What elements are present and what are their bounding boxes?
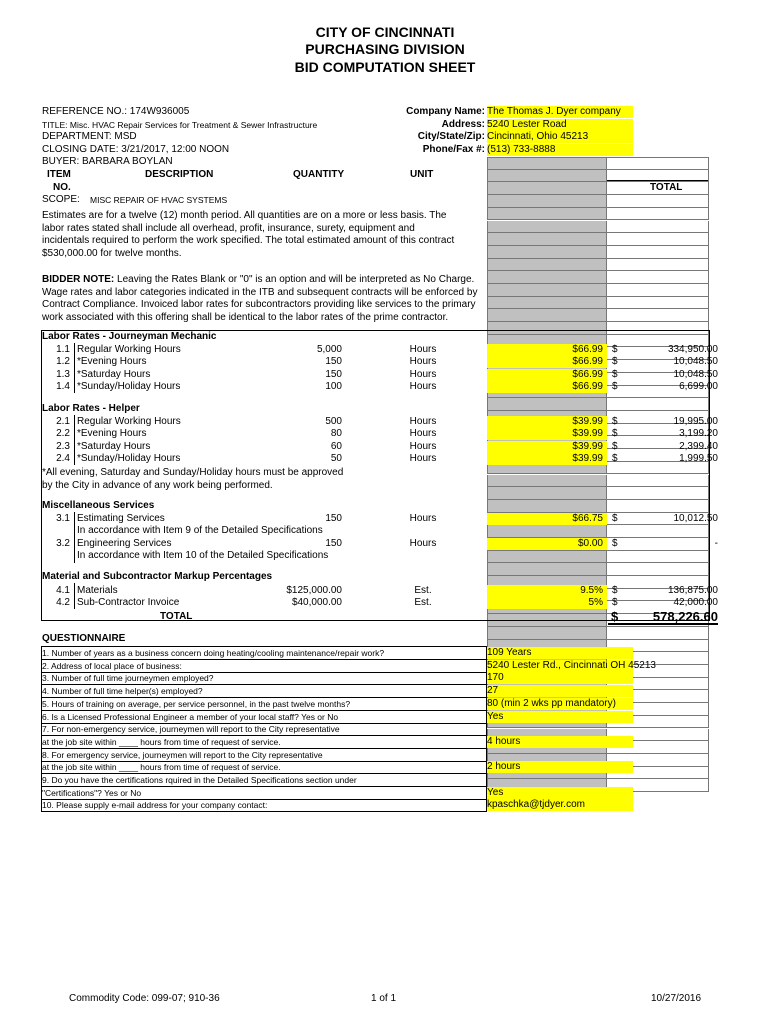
item-unit: Hours bbox=[409, 416, 437, 427]
bidder-note-line: Wage rates and labor categories indicated in the ITB and subsequent contracts will be enforced by bbox=[42, 287, 478, 298]
grid-cell bbox=[487, 208, 607, 221]
item-specification-note: In accordance with Item 10 of the Detailed Specifications bbox=[77, 550, 329, 561]
grid-cell bbox=[487, 195, 607, 208]
answer-field[interactable]: kpaschka@tjdyer.com bbox=[487, 799, 633, 811]
scope-paragraph-line: $530,000.00 for twelve months. bbox=[42, 248, 182, 259]
item-description: Estimating Services bbox=[77, 513, 165, 524]
item-total: 19,995.00 bbox=[673, 416, 718, 427]
item-description: Regular Working Hours bbox=[77, 344, 181, 355]
item-rate-input[interactable]: $39.99 bbox=[487, 416, 607, 428]
item-total-currency: $ bbox=[612, 513, 618, 524]
item-total-currency: $ bbox=[612, 381, 618, 392]
grid-cell bbox=[487, 233, 607, 246]
helper-note: by the City in advance of any work being performed. bbox=[42, 480, 273, 491]
grand-total-currency: $ bbox=[611, 609, 619, 624]
item-rate-input[interactable]: $39.99 bbox=[487, 453, 607, 465]
bidder-note-text: Leaving the Rates Blank or "0" is an option and will be interpreted as No Charge. bbox=[114, 274, 475, 285]
item-rate-input[interactable]: $66.99 bbox=[487, 369, 607, 381]
item-rate-input[interactable]: 9.5% bbox=[487, 585, 607, 597]
answer-field[interactable]: 27 bbox=[487, 685, 633, 697]
item-quantity: 60 bbox=[330, 441, 342, 452]
grid-cell bbox=[487, 170, 607, 183]
answer-field[interactable]: Yes bbox=[487, 711, 633, 723]
item-unit: Est. bbox=[414, 585, 432, 596]
item-quantity: $40,000.00 bbox=[291, 597, 342, 608]
item-total: 3,199.20 bbox=[679, 428, 718, 439]
item-unit: Hours bbox=[409, 344, 437, 355]
grand-total-value: 578,226.60 bbox=[652, 609, 718, 624]
item-total: 10,048.50 bbox=[673, 356, 718, 367]
grid-cell bbox=[607, 157, 709, 170]
item-number: 1.3 bbox=[56, 369, 70, 380]
phone-label: Phone/Fax #: bbox=[422, 144, 485, 155]
item-number: 3.1 bbox=[56, 513, 70, 524]
item-description: *Sunday/Holiday Hours bbox=[77, 453, 181, 464]
item-rate-input[interactable]: $66.99 bbox=[487, 356, 607, 368]
item-unit: Hours bbox=[409, 428, 437, 439]
buyer: BUYER: BARBARA BOYLAN bbox=[42, 156, 173, 167]
grid-cell bbox=[607, 297, 709, 310]
answer-field[interactable]: Yes bbox=[487, 787, 633, 799]
scope-text: MISC REPAIR OF HVAC SYSTEMS bbox=[90, 195, 228, 205]
item-total: - bbox=[714, 538, 718, 549]
item-quantity: 100 bbox=[325, 381, 342, 392]
total-label: TOTAL bbox=[160, 611, 193, 622]
address-label: Address: bbox=[441, 119, 485, 130]
grid-cell bbox=[487, 297, 607, 310]
item-description: *Evening Hours bbox=[77, 356, 147, 367]
item-unit: Hours bbox=[409, 453, 437, 464]
item-total: 6,699.00 bbox=[679, 381, 718, 392]
bidder-note-line: Contract Compliance. Invoiced labor rates for subcontractors providing like services to the primary bbox=[42, 299, 476, 310]
reference-number: REFERENCE NO.: 174W936005 bbox=[42, 106, 190, 117]
question-text: 1. Number of years as a business concern doing heating/cooling maintenance/repair work? bbox=[42, 647, 486, 660]
col-unit-header: UNIT bbox=[410, 169, 434, 180]
grid-cell bbox=[607, 195, 709, 208]
item-number: 3.2 bbox=[56, 538, 70, 549]
item-number: 2.3 bbox=[56, 441, 70, 452]
grid-cell bbox=[607, 259, 709, 272]
item-unit: Hours bbox=[409, 381, 437, 392]
answer-field[interactable]: 80 (min 2 wks pp mandatory) bbox=[487, 698, 633, 710]
scope-label: SCOPE: bbox=[42, 194, 80, 205]
question-text: 3. Number of full time journeymen employed? bbox=[42, 672, 486, 685]
journeyman-heading: Labor Rates - Journeyman Mechanic bbox=[42, 331, 217, 342]
item-unit: Hours bbox=[409, 356, 437, 367]
item-rate-input[interactable]: $39.99 bbox=[487, 441, 607, 453]
material-heading: Material and Subcontractor Markup Percentages bbox=[42, 571, 273, 582]
grid-cell bbox=[607, 208, 709, 221]
answer-field[interactable]: 2 hours bbox=[487, 761, 633, 773]
bidder-note-line: work associated with this offering shall be identical to the labor rates of the prime contractor. bbox=[42, 312, 449, 323]
grid-cell bbox=[487, 271, 607, 284]
document-title-city: CITY OF CINCINNATI bbox=[315, 24, 455, 40]
questionnaire-heading: QUESTIONNAIRE bbox=[42, 633, 126, 644]
item-number: 1.4 bbox=[56, 381, 70, 392]
item-number: 2.2 bbox=[56, 428, 70, 439]
question-text: 6. Is a Licensed Professional Engineer a member of your local staff? Yes or No bbox=[42, 711, 486, 724]
grid-cell bbox=[607, 221, 709, 234]
item-unit: Hours bbox=[409, 513, 437, 524]
company-name-label: Company Name: bbox=[406, 106, 485, 117]
grid-cell bbox=[607, 170, 709, 183]
item-total: 334,950.00 bbox=[667, 344, 718, 355]
question-text: 4. Number of full time helper(s) employed? bbox=[42, 685, 486, 698]
address-field[interactable]: 5240 Lester Road bbox=[487, 119, 633, 131]
scope-paragraph-line: labor rates stated shall include all overhead, profit, insurance, surety, equipment and bbox=[42, 223, 415, 234]
item-number: 2.4 bbox=[56, 453, 70, 464]
grid-cell bbox=[607, 271, 709, 284]
item-number: 4.1 bbox=[56, 585, 70, 596]
city-state-zip-field[interactable]: Cincinnati, Ohio 45213 bbox=[487, 131, 633, 143]
question-text: "Certifications"? Yes or No bbox=[42, 787, 486, 800]
grid-cell bbox=[487, 309, 607, 322]
grid-cell bbox=[487, 284, 607, 297]
item-quantity: 150 bbox=[325, 356, 342, 367]
item-description: Sub-Contractor Invoice bbox=[77, 597, 180, 608]
item-total-currency: $ bbox=[612, 441, 618, 452]
footer-date: 10/27/2016 bbox=[651, 993, 702, 1004]
item-total: 42,000.00 bbox=[673, 597, 718, 608]
item-number: 1.2 bbox=[56, 356, 70, 367]
misc-heading: Miscellaneous Services bbox=[42, 500, 155, 511]
item-unit: Hours bbox=[409, 369, 437, 380]
item-rate-input[interactable]: $39.99 bbox=[487, 428, 607, 440]
item-description: *Saturday Hours bbox=[77, 441, 151, 452]
item-number: 4.2 bbox=[56, 597, 70, 608]
grid-cell bbox=[607, 246, 709, 259]
item-description: Engineering Services bbox=[77, 538, 172, 549]
answer-field[interactable]: 109 Years bbox=[487, 647, 633, 659]
closing-date: CLOSING DATE: 3/21/2017, 12:00 NOON bbox=[42, 144, 230, 155]
item-total: 1,999.50 bbox=[679, 453, 718, 464]
item-unit: Hours bbox=[409, 538, 437, 549]
item-number: 2.1 bbox=[56, 416, 70, 427]
grid-cell bbox=[607, 182, 709, 195]
item-quantity: $125,000.00 bbox=[286, 585, 342, 596]
item-total-currency: $ bbox=[612, 356, 618, 367]
phone-fax-field[interactable]: (513) 733-8888 bbox=[487, 144, 633, 156]
item-quantity: 150 bbox=[325, 513, 342, 524]
item-description: *Sunday/Holiday Hours bbox=[77, 381, 181, 392]
item-quantity: 150 bbox=[325, 538, 342, 549]
grid-cell bbox=[487, 627, 607, 640]
bidder-note-line bbox=[42, 274, 474, 286]
answer-field[interactable]: 5240 Lester Rd., Cincinnati OH 45213 bbox=[487, 659, 656, 671]
item-total-currency: $ bbox=[612, 585, 618, 596]
item-total: 136,875.00 bbox=[667, 585, 718, 596]
grid-cell bbox=[607, 284, 709, 297]
question-text: at the job site within ____ hours from time of request of service. bbox=[42, 736, 486, 749]
item-quantity: 500 bbox=[325, 416, 342, 427]
col-quantity-header: QUANTITY bbox=[293, 169, 345, 180]
scope-paragraph-line: Estimates are for a twelve (12) month period. All quantities are on a more or less basis. The bbox=[42, 210, 447, 221]
scope-paragraph-line: incidentals required to perform the work specified. The total estimated amount of this contract bbox=[42, 235, 455, 246]
col-item-header: ITEM bbox=[47, 169, 71, 180]
question-text: 5. Hours of training on average, per service personnel, in the past twelve months? bbox=[42, 698, 486, 711]
grid-cell bbox=[607, 309, 709, 322]
item-total-currency: $ bbox=[612, 344, 618, 355]
helper-note: *All evening, Saturday and Sunday/Holiday hours must be approved bbox=[42, 467, 344, 478]
item-quantity: 150 bbox=[325, 369, 342, 380]
item-unit: Hours bbox=[409, 441, 437, 452]
item-rate-input[interactable]: $0.00 bbox=[487, 538, 607, 550]
item-number: 1.1 bbox=[56, 344, 70, 355]
document-title-sheet: BID COMPUTATION SHEET bbox=[294, 59, 476, 75]
grid-cell bbox=[607, 627, 709, 640]
helper-heading: Labor Rates - Helper bbox=[42, 403, 140, 414]
item-description: Regular Working Hours bbox=[77, 416, 181, 427]
item-total-currency: $ bbox=[612, 369, 618, 380]
item-unit: Est. bbox=[414, 597, 432, 608]
item-rate-input[interactable]: $66.99 bbox=[487, 381, 607, 393]
grid-cell bbox=[487, 259, 607, 272]
item-specification-note: In accordance with Item 9 of the Detailed Specifications bbox=[77, 525, 323, 536]
question-text: 9. Do you have the certifications rquired in the Detailed Specifications section under bbox=[42, 774, 486, 787]
item-total-currency: $ bbox=[612, 428, 618, 439]
question-text: at the job site within ____ hours from time of request of service. bbox=[42, 761, 486, 774]
col-total-header: TOTAL bbox=[650, 182, 683, 193]
col-no-header: NO. bbox=[53, 182, 71, 193]
grid-cell bbox=[487, 182, 607, 195]
bidder-note-label: BIDDER NOTE: bbox=[42, 274, 115, 285]
city-label: City/State/Zip: bbox=[417, 131, 485, 142]
item-total-currency: $ bbox=[612, 597, 618, 608]
item-quantity: 50 bbox=[330, 453, 342, 464]
grid-cell bbox=[487, 221, 607, 234]
answer-field[interactable]: 170 bbox=[487, 672, 633, 684]
question-text: 8. For emergency service, journeymen will report to the City representative bbox=[42, 749, 486, 762]
item-total: 2,399.40 bbox=[679, 441, 718, 452]
item-description: *Evening Hours bbox=[77, 428, 147, 439]
item-total-currency: $ bbox=[612, 453, 618, 464]
grid-cell bbox=[487, 157, 607, 170]
grid-cell bbox=[487, 246, 607, 259]
question-text: 2. Address of local place of business: bbox=[42, 660, 486, 673]
grid-cell bbox=[607, 233, 709, 246]
page-number: 1 of 1 bbox=[371, 993, 397, 1004]
company-name-field[interactable]: The Thomas J. Dyer company bbox=[487, 106, 633, 118]
item-rate-input[interactable]: $66.99 bbox=[487, 344, 607, 356]
item-rate-input[interactable]: $66.75 bbox=[487, 513, 607, 525]
commodity-code: Commodity Code: 099-07; 910-36 bbox=[69, 993, 220, 1004]
question-text: 10. Please supply e-mail address for your company contact: bbox=[42, 799, 486, 812]
document-title-division: PURCHASING DIVISION bbox=[305, 41, 465, 57]
item-total: 10,048.50 bbox=[673, 369, 718, 380]
item-description: Materials bbox=[77, 585, 118, 596]
item-quantity: 5,000 bbox=[316, 344, 342, 355]
item-total-currency: $ bbox=[612, 538, 618, 549]
bid-title: TITLE: Misc. HVAC Repair Services for Treatment & Sewer Infrastructure bbox=[42, 120, 318, 130]
item-total-currency: $ bbox=[612, 416, 618, 427]
col-description-header: DESCRIPTION bbox=[145, 169, 214, 180]
item-total: 10,012.50 bbox=[673, 513, 718, 524]
department: DEPARTMENT: MSD bbox=[42, 131, 137, 142]
question-text: 7. For non-emergency service, journeymen will report to the City representative bbox=[42, 723, 486, 736]
answer-field[interactable]: 4 hours bbox=[487, 736, 633, 748]
item-rate-input[interactable]: 5% bbox=[487, 597, 607, 609]
item-quantity: 80 bbox=[330, 428, 342, 439]
item-description: *Saturday Hours bbox=[77, 369, 151, 380]
